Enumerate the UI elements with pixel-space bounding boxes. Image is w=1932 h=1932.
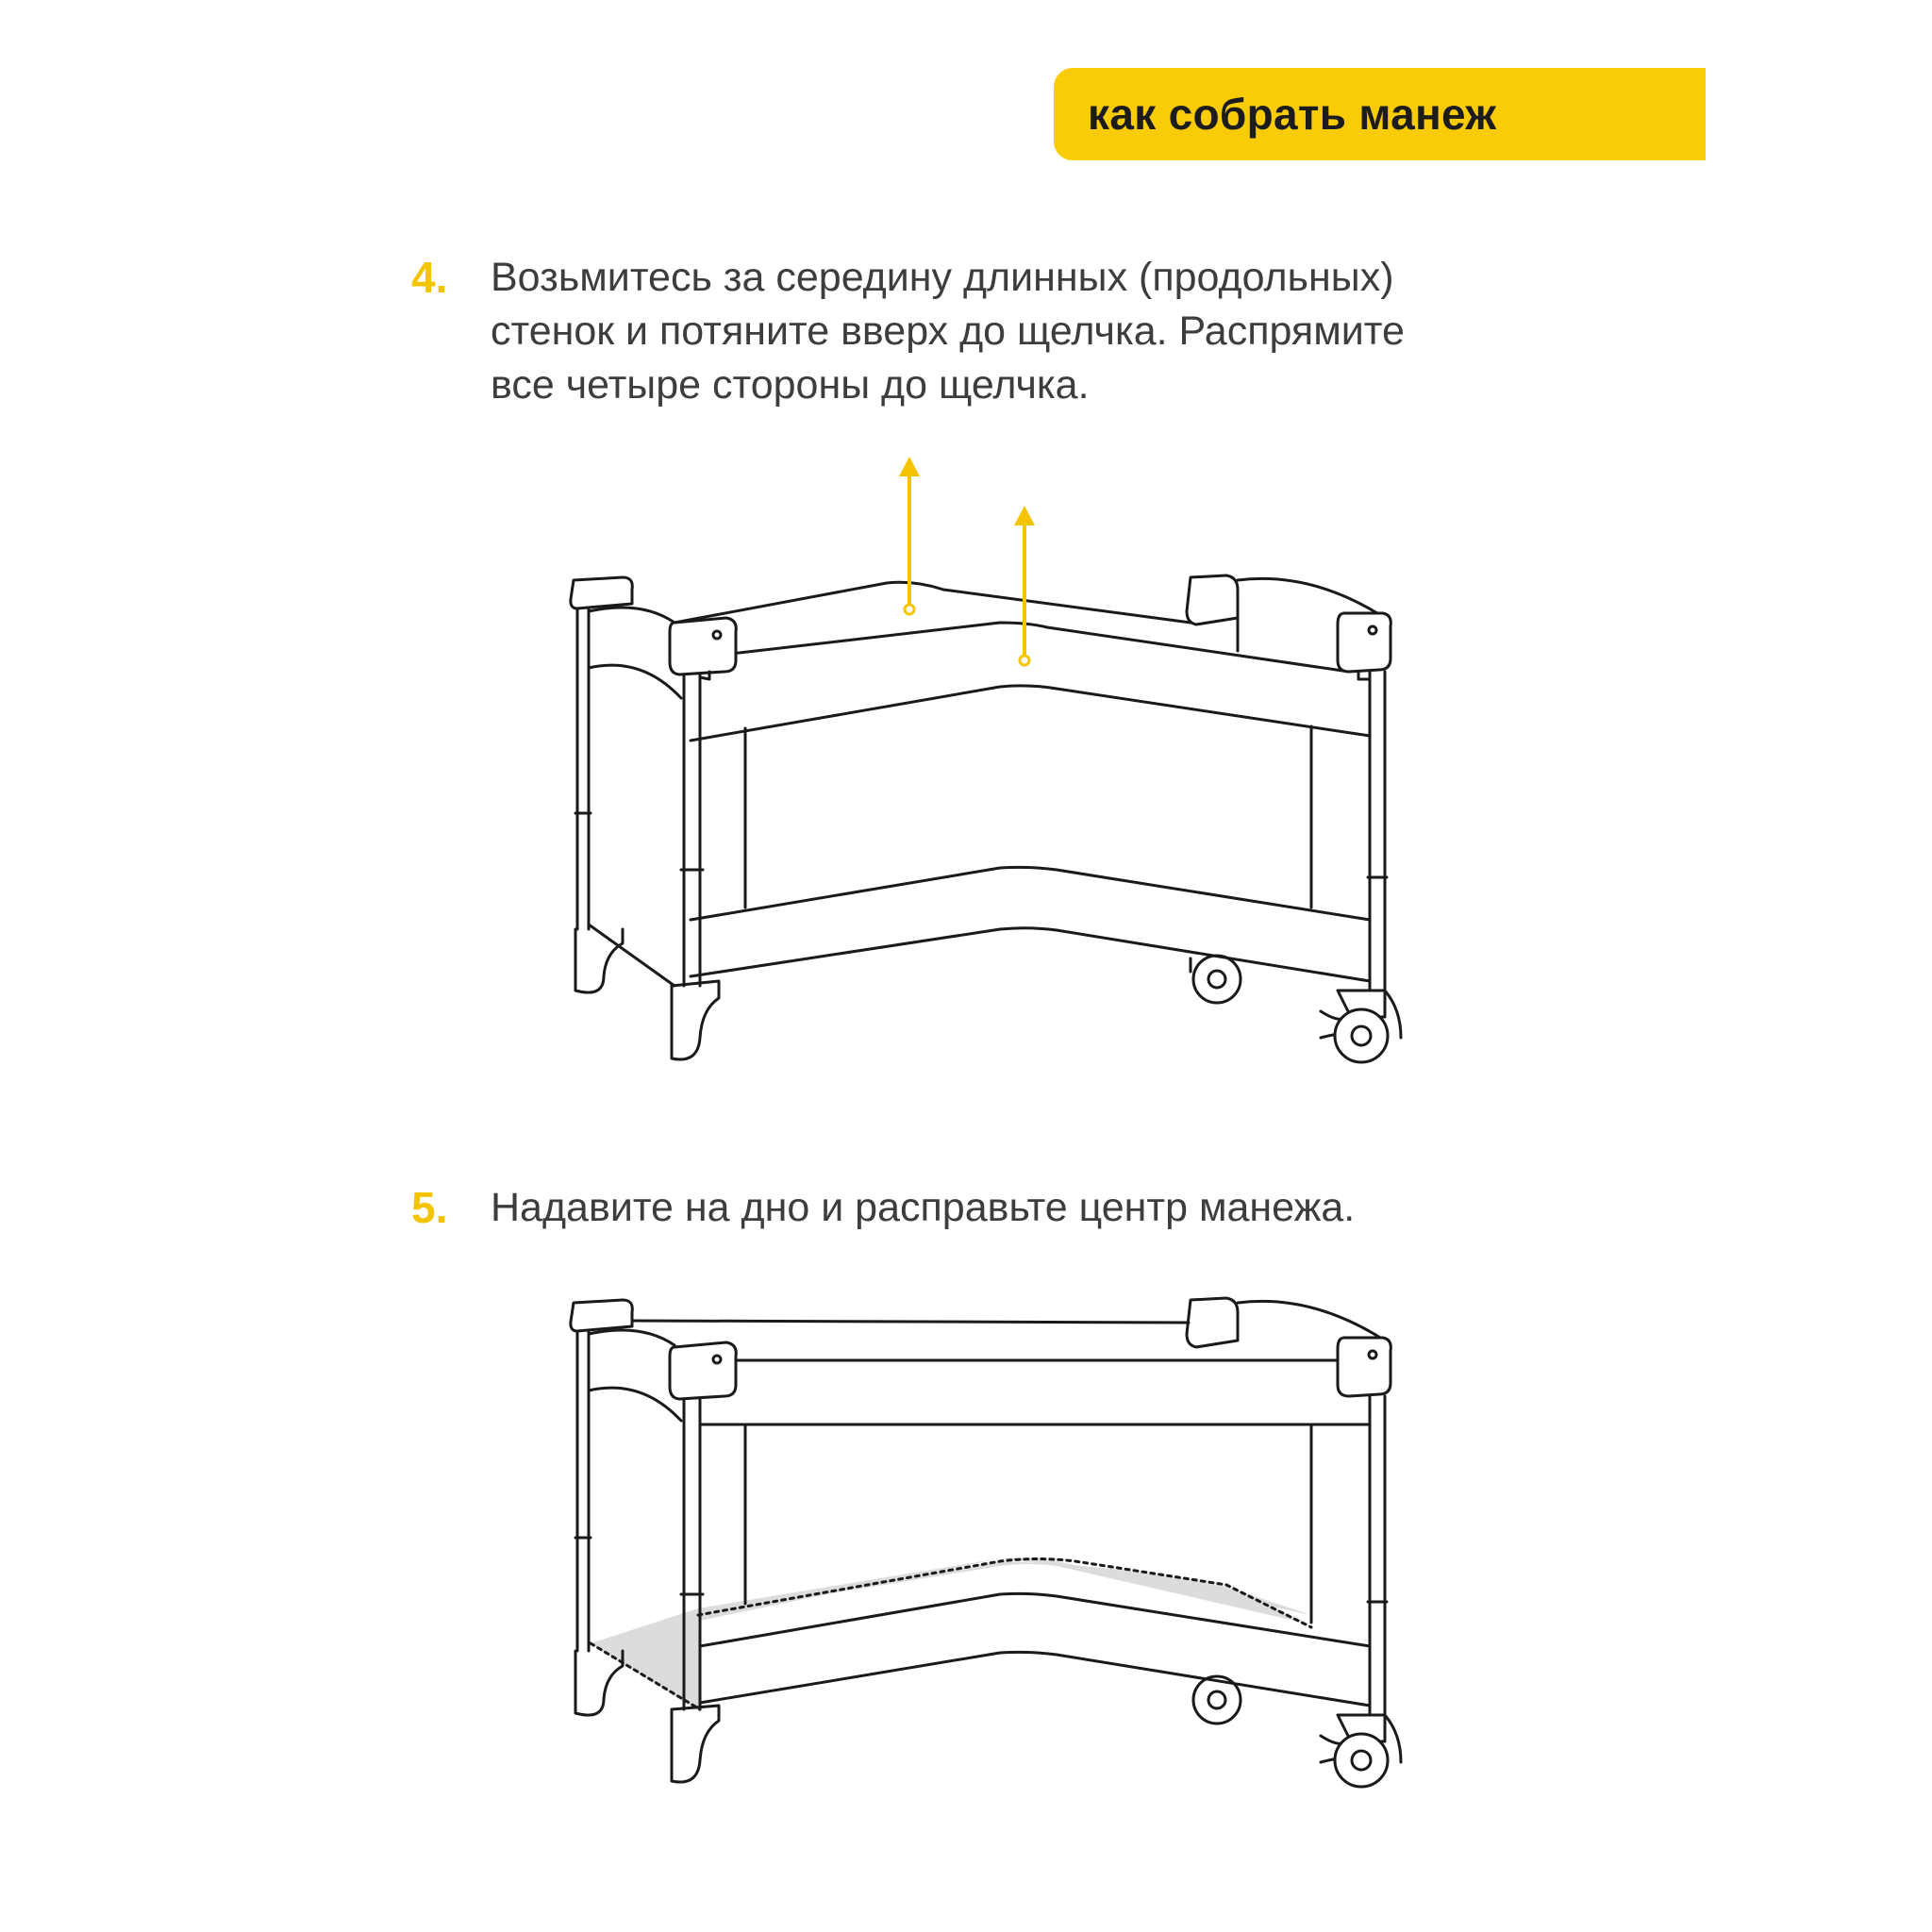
- pull-up-arrow-left: [899, 457, 920, 614]
- bottom-rail-top: [691, 867, 1370, 920]
- step-number: 5.: [411, 1183, 448, 1232]
- front-long-rail-top: [675, 623, 1349, 672]
- back-left-corner-cap: [571, 577, 632, 608]
- front-right-corner-cap: [1338, 613, 1391, 672]
- back-right-wheel: [1193, 956, 1241, 1003]
- instruction-line: Возьмитесь за середину длинных (продольных): [491, 255, 1394, 300]
- bottom-rail-bottom: [691, 928, 1370, 981]
- back-long-rail: [675, 582, 1191, 623]
- instruction-line: Надавите на дно и расправьте центр манежа.: [491, 1185, 1356, 1230]
- back-right-corner-cap: [1187, 575, 1238, 625]
- front-long-rail-bottom: [691, 686, 1370, 741]
- front-right-wheel: [1335, 1009, 1388, 1062]
- instruction-line: все четыре стороны до щелчка.: [491, 362, 1090, 408]
- playpen-press-bottom-illustration: [571, 1298, 1401, 1787]
- step-number: 4.: [411, 253, 448, 302]
- page-title: как собрать манеж: [1088, 90, 1497, 139]
- instruction-line: стенок и потяните вверх до щелчка. Распрямите: [491, 308, 1405, 354]
- back-long-rail: [632, 1321, 1189, 1323]
- left-side-panel-top: [589, 608, 675, 623]
- playpen-pull-up-illustration: [571, 457, 1401, 1062]
- front-left-corner-cap: [670, 618, 736, 675]
- back-left-foot: [575, 929, 623, 992]
- pull-up-arrow-right: [1014, 506, 1035, 665]
- front-left-foot: [672, 981, 719, 1059]
